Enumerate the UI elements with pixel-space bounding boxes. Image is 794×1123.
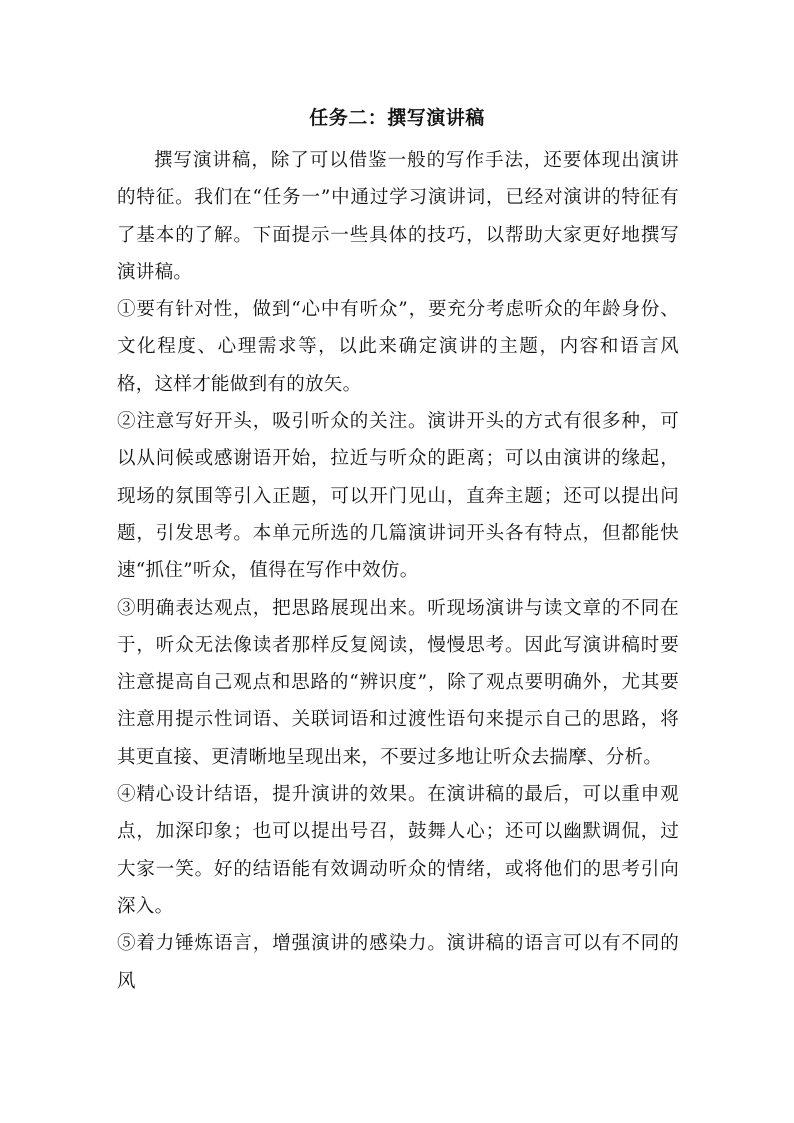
tip-paragraph-3: ③明确表达观点，把思路展现出来。听现场演讲与读文章的不同在于，听众无法像读者那样反复阅读，慢慢思考。因此写演讲稿时要注意提高自己观点和思路的“辨识度”，除了观点要明确外，尤其要注意用提示性词语、关联词语和过渡性语句来提示自己的思路，将其更直接、更清晰地呈现出来，不要过多地让听众去揣摩、分析。 (117, 597, 679, 768)
intro-paragraph: 撰写演讲稿，除了可以借鉴一般的写作手法，还要体现出演讲的特征。我们在“任务一”中通过学习演讲词，已经对演讲的特征有了基本的了解。下面提示一些具体的技巧，以帮助大家更好地撰写演讲稿。 (117, 150, 679, 283)
tip-paragraph-4: ④精心设计结语，提升演讲的效果。在演讲稿的最后，可以重申观点，加深印象；也可以提出号召，鼓舞人心；还可以幽默调侃，过大家一笑。好的结语能有效调动听众的情绪，或将他们的思考引向深入。 (117, 784, 679, 917)
document-body (117, 142, 679, 1000)
page-title: 任务二：撰写演讲稿 (309, 107, 485, 129)
tip-paragraph-2: ②注意写好开头，吸引听众的关注。演讲开头的方式有很多种，可以从问候或感谢语开始，拉近与听众的距离；可以由演讲的缘起，现场的氛围等引入正题，可以开门见山，直奔主题；还可以提出问题，引发思考。本单元所选的几篇演讲词开头各有特点，但都能快速“抓住”听众，值得在写作中效仿。 (117, 411, 679, 582)
tip-paragraph-1: ①要有针对性，做到“心中有听众”，要充分考虑听众的年龄身份、文化程度、心理需求等，以此来确定演讲的主题，内容和语言风格，这样才能做到有的放矢。 (117, 299, 679, 395)
tip-paragraph-5: ⑤着力锤炼语言，增强演讲的感染力。演讲稿的语言可以有不同的风 (117, 933, 679, 992)
